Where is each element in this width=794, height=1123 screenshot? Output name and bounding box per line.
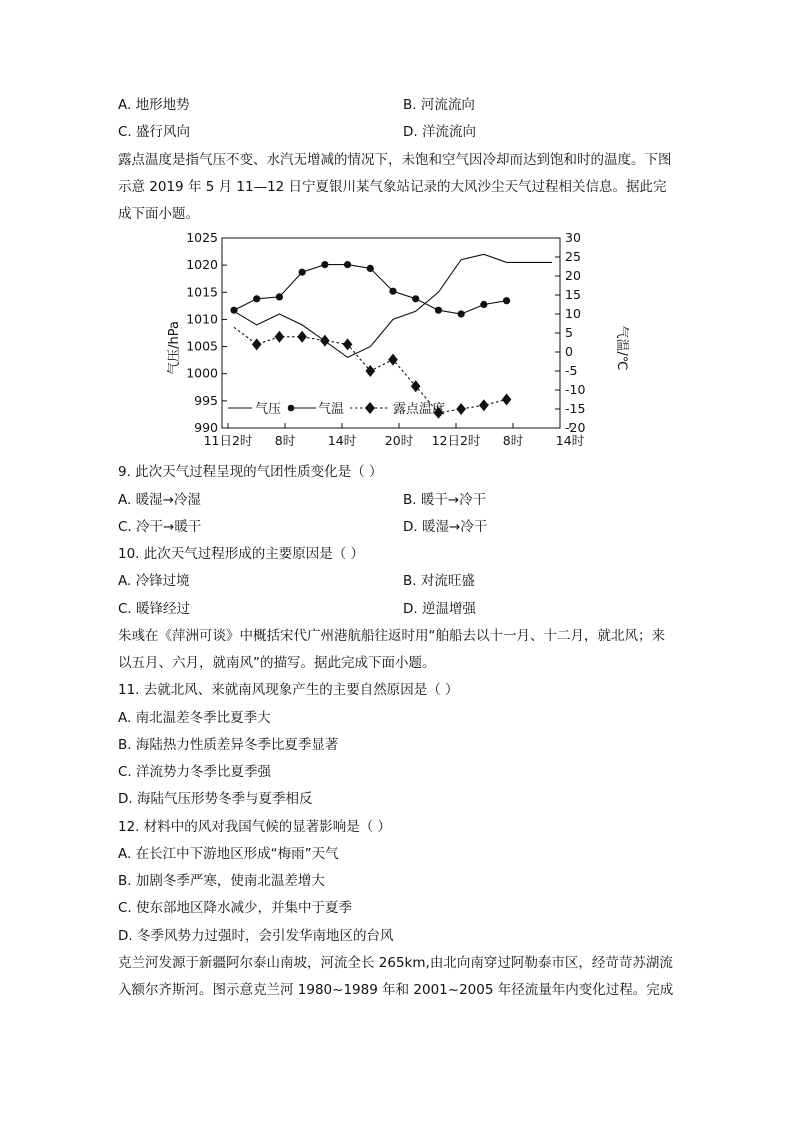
temperature-point (253, 295, 260, 302)
q12-option-d: D. 冬季风势力过强时，会引发华南地区的台风 (118, 928, 394, 944)
q12-option-b: B. 加剧冬季严寒，使南北温差增大 (118, 873, 325, 889)
legend-pressure-label: 气压 (255, 402, 282, 417)
temperature-point (276, 293, 283, 300)
q9-option-b: B. 暖干→冷干 (403, 492, 487, 508)
left-tick-label: 1000 (186, 365, 218, 381)
right-tick-label: -10 (565, 382, 586, 397)
intro-dew-point: 露点温度是指气压不变、水汽无增减的情况下，未饱和空气因冷却而达到饱和时的温度。下图示意 2019 年 5 月 11—12 日宁夏银川某气象站记录的大风沙尘天气过程相关信息。据此完成下面小题。 (118, 152, 672, 222)
temperature-point (480, 301, 487, 308)
left-tick-label: 1020 (186, 257, 218, 273)
option-d-top: D. 洋流流向 (403, 124, 476, 140)
temperature-point (458, 310, 465, 317)
x-tick-label: 14时 (327, 433, 357, 448)
series-line-temperature (234, 265, 507, 314)
temperature-point (230, 307, 237, 314)
weather-chart (160, 228, 629, 456)
q11-option-a: A. 南北温差冬季比夏季大 (118, 710, 271, 726)
intro-guangzhou-port: 朱彧在《萍洲可谈》中概括宋代广州港航船往返时用“舶船去以十一月、十二月，就北风；来以五月、六月，就南风”的描写。据此完成下面小题。 (118, 628, 665, 671)
q12-stem: 12. 材料中的风对我国气候的显著影响是（ ） (118, 819, 392, 835)
q9-option-a: A. 暖湿→冷湿 (118, 492, 201, 508)
y-axis-label-left: 气压/hPa (167, 321, 182, 375)
option-b-top: B. 河流流向 (403, 97, 475, 113)
chart-legend (228, 401, 445, 417)
legend-dew-marker (365, 402, 375, 414)
q9-option-d: D. 暖湿→冷干 (403, 519, 488, 535)
q11-option-b: B. 海陆热力性质差异冬季比夏季显著 (118, 737, 339, 753)
q12-option-a: A. 在长江中下游地区形成“梅雨”天气 (118, 846, 339, 862)
legend-dew-label: 露点温度 (393, 402, 446, 417)
q10-option-b: B. 对流旺盛 (403, 573, 475, 589)
right-tick-label: 5 (565, 325, 573, 340)
option-c-top: C. 盛行风向 (118, 124, 191, 140)
x-tick-label: 20时 (384, 433, 414, 448)
q11-stem: 11. 去就北风、来就南风现象产生的主要自然原因是（ ） (118, 682, 459, 698)
dew-point-marker (252, 338, 262, 350)
right-tick-label: 10 (565, 306, 581, 321)
y-axis-label-right: 气温/℃ (614, 325, 629, 371)
temperature-point (299, 269, 306, 276)
left-tick-label: 990 (194, 420, 218, 435)
right-tick-label: 0 (565, 344, 573, 359)
x-tick-label: 12日2时 (431, 433, 481, 448)
temperature-point (321, 261, 328, 268)
temperature-point (503, 297, 510, 304)
x-tick-label: 8时 (502, 433, 524, 448)
q10-option-a: A. 冷锋过境 (118, 573, 190, 589)
right-tick-label: -5 (565, 363, 578, 378)
dew-point-marker (456, 403, 466, 415)
q10-stem: 10. 此次天气过程形成的主要原因是（ ） (118, 546, 365, 562)
dew-point-marker (479, 399, 489, 411)
option-a-top: A. 地形地势 (118, 97, 190, 113)
x-tick-label: 14时 (555, 433, 585, 448)
dew-point-marker (502, 394, 512, 406)
right-tick-label: 30 (565, 230, 581, 245)
chart-series (230, 254, 552, 418)
q11-option-c: C. 洋流势力冬季比夏季强 (118, 764, 272, 780)
legend-temperature-dot (288, 405, 295, 412)
legend-temperature-label: 气温 (318, 402, 345, 417)
q9-option-c: C. 冷干→暖干 (118, 519, 202, 535)
x-tick-label: 8时 (274, 433, 296, 448)
intro-kelan-river: 克兰河发源于新疆阿尔泰山南坡，河流全长 265km,由北向南穿过阿勒泰市区，经苛苛苏湖流入额尔齐斯河。图示意克兰河 1980~1989 年和 2001~2005 年径流量年内变化过程。完成 (118, 955, 674, 998)
q12-option-c: C. 使东部地区降水减少，并集中于夏季 (118, 900, 353, 916)
q9-stem: 9. 此次天气过程呈现的气团性质变化是（ ） (118, 464, 383, 480)
series-line-pressure (234, 254, 552, 357)
temperature-point (344, 261, 351, 268)
right-tick-label: 20 (565, 268, 581, 283)
temperature-point (367, 265, 374, 272)
right-tick-label: -20 (565, 420, 586, 435)
left-tick-label: 1005 (186, 338, 218, 354)
right-tick-label: -15 (565, 401, 586, 416)
left-tick-label: 1025 (186, 230, 218, 245)
x-tick-label: 11日2时 (203, 433, 253, 448)
dew-point-marker (320, 335, 330, 347)
left-tick-label: 995 (194, 392, 218, 408)
left-tick-label: 1010 (186, 311, 218, 327)
right-tick-label: 25 (565, 249, 581, 264)
x-axis-ticks (204, 423, 585, 448)
temperature-point (412, 295, 419, 302)
q10-option-d: D. 逆温增强 (403, 601, 476, 617)
q10-option-c: C. 暖锋经过 (118, 601, 191, 617)
dew-point-marker (297, 331, 307, 343)
dew-point-marker (275, 331, 285, 343)
left-tick-label: 1015 (186, 284, 218, 300)
right-tick-label: 15 (565, 287, 581, 302)
left-axis-ticks (186, 230, 227, 435)
temperature-point (435, 307, 442, 314)
q11-option-d: D. 海陆气压形势冬季与夏季相反 (118, 791, 313, 807)
temperature-point (389, 288, 396, 295)
